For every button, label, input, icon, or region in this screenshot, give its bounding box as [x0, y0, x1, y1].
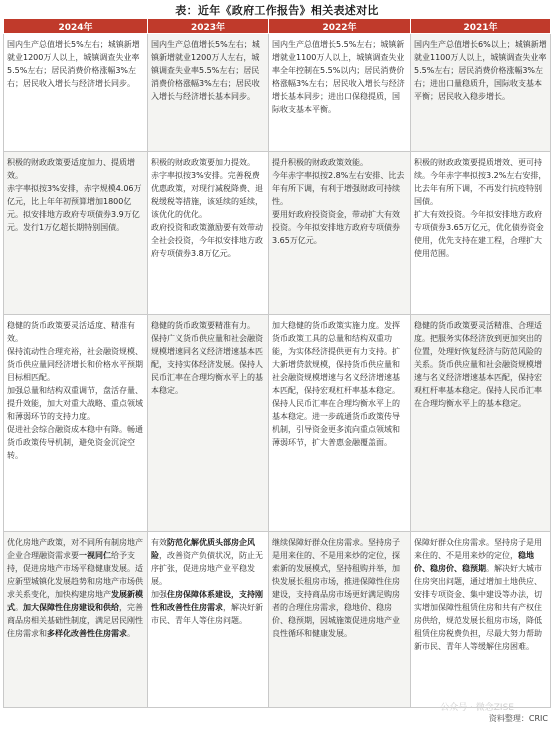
cell-fiscal-2023 — [148, 151, 269, 314]
header-2021: 2021年 — [411, 19, 551, 34]
text-run: 。解决好大城市住房突出问题，通过增加土地供应、安排专项资金、集中建设等办法，切实增加保障性租赁住房和共有产权住房供给，规范发展长租房市场，降低租赁住房税费负担，尽最大努力帮助新市民、青年人等缓解住房困难。 — [414, 563, 542, 651]
cell-paragraph — [151, 536, 265, 588]
cell-paragraph — [414, 156, 547, 208]
text-run: 加大稳健的货币政策实施力度。发挥货币政策工具的总量和结构双重功能，为实体经济提供更有力支持。扩大新增贷款规模，保持货币供应量和社会融资规模增速与名义经济增速基本匹配，保持宏观杠杆率基本稳定。保持人民币汇率在合理均衡水平上的基本稳定。进一步疏通货币政策传导机制，引导资金更多流向重点领域和薄弱环节，扩大普惠金融覆盖面。 — [272, 320, 400, 447]
text-run: 要用好政府投资资金，带动扩大有效投资。今年拟安排地方政府专项债券3.65万亿元。 — [272, 209, 400, 245]
text-run: 扩大有效投资。今年拟安排地方政府专项债券3.65万亿元，优化债券资金使用，优先支持在建工程，合理扩大使用范围。 — [414, 209, 544, 258]
cell-monetary-2024 — [4, 314, 148, 531]
cell-paragraph — [7, 156, 144, 182]
cell-targets-2023 — [148, 34, 269, 152]
bold-text-run: 加大保障性住房建设和供给 — [23, 602, 119, 612]
cell-targets-2022 — [269, 34, 411, 152]
bold-text-run: 住房保障体系建设，支持刚性和改善性住房需求 — [151, 589, 263, 612]
cell-paragraph — [272, 156, 407, 169]
text-run: 。 — [127, 628, 135, 638]
text-run: 稳健的货币政策要精准有力。 — [151, 320, 255, 330]
row-fiscal-policy — [4, 151, 551, 314]
text-run: 积极的财政政策要加力提效。 — [151, 157, 255, 167]
text-run: 稳健的货币政策要灵活适度、精准有效。 — [7, 320, 135, 343]
text-run: 保持流动性合理充裕，社会融资规模、货币供应量同经济增长和价格水平预期目标相匹配。 — [7, 346, 143, 382]
cell-paragraph — [151, 221, 265, 260]
cell-monetary-2021 — [411, 314, 551, 531]
cell-monetary-2023 — [148, 314, 269, 531]
text-run: 积极的财政政策要提质增效、更可持续。今年赤字率拟按3.2%左右安排，比去年有所下调，不再发行抗疫特别国债。 — [414, 157, 547, 206]
text-run: 今年赤字率拟按2.8%左右安排、比去年有所下调，有利于增强财政可持续性。 — [272, 170, 405, 206]
cell-paragraph — [7, 536, 144, 640]
text-run: ，完善商品房相关基础性制度，满足居民刚性住房需求和 — [7, 602, 143, 638]
text-run: 国内生产总值增长6%以上；城镇新增就业1100万人以上，城镇调查失业率5.5%左右；居民消费价格涨幅3%左右；进出口量稳质升，国际收支基本平衡；居民收入稳步增长。 — [414, 40, 547, 101]
cell-paragraph — [272, 38, 407, 116]
cell-targets-2021 — [411, 34, 551, 152]
cell-monetary-2022 — [269, 314, 411, 531]
cell-paragraph — [151, 169, 265, 221]
cell-paragraph — [151, 588, 265, 627]
cell-paragraph — [7, 38, 144, 90]
bold-text-run: 一视同仁 — [79, 550, 111, 560]
bold-text-run: 稳地价、稳房价、稳预期 — [414, 550, 534, 573]
cell-paragraph — [151, 319, 265, 332]
cell-paragraph — [414, 208, 547, 260]
text-run: 。 — [15, 602, 23, 612]
text-run: 有效 — [151, 537, 167, 547]
cell-paragraph — [151, 332, 265, 397]
cell-paragraph — [272, 208, 407, 247]
text-run: 保障好群众住房需求。坚持房子是用来住的、不是用来炒的定位， — [414, 537, 542, 560]
text-run: 政府投资和政策激励要有效带动全社会投资，今年拟安排地方政府专项债券3.8万亿元。 — [151, 222, 263, 258]
watermark: 公众号 · 微念ZISE — [440, 703, 514, 713]
text-run: 促进社会综合融资成本稳中有降。畅通货币政策传导机制，避免资金沉淀空转。 — [7, 424, 143, 460]
cell-paragraph — [7, 182, 144, 234]
cell-paragraph — [272, 169, 407, 208]
cell-housing-2022 — [269, 531, 411, 707]
cell-paragraph — [7, 345, 144, 384]
text-run: 赤字率拟按3%安排。完善税费优惠政策，对现行减税降费、退税缓税等措施，该延续的延续，该优化的优化。 — [151, 170, 263, 219]
table-title: 表：近年《政府工作报告》相关表述对比 — [175, 4, 379, 17]
comparison-table — [3, 18, 551, 708]
text-run: 给予支持，促进房地产市场平稳健康发展。适应新型城镇化发展趋势和房地产市场供求关系变化，加快构建房地产 — [7, 550, 143, 599]
cell-paragraph — [414, 38, 547, 103]
row-economic-targets — [4, 34, 551, 152]
text-run: 继续保障好群众住房需求。坚持房子是用来住的、不是用来炒的定位，探索新的发展模式，坚持租购并举，加快发展长租房市场，推进保障性住房建设，支持商品房市场更好满足购房者的合理住房需求，稳地价、稳房价、稳预期，因城施策促进房地产业良性循环和健康发展。 — [272, 537, 400, 638]
text-run: 加强总量和结构双重调节，盘活存量、提升效能，加大对重大战略、重点领域和薄弱环节的支持力度。 — [7, 385, 143, 421]
cell-housing-2021 — [411, 531, 551, 707]
cell-housing-2023 — [148, 531, 269, 707]
header-2024: 2024年 — [4, 19, 148, 34]
text-run: 赤字率拟按3%安排，赤字规模4.06万亿元，比上年年初预算增加1800亿元。拟安排地方政府专项债券3.9万亿元。发行1万亿超长期特别国债。 — [7, 183, 142, 232]
source-note: 资料整理：CRIC — [488, 714, 548, 723]
header-2023: 2023年 — [148, 19, 269, 34]
text-run: ，解决好新市民、青年人等住房问题。 — [151, 602, 263, 625]
cell-paragraph — [7, 423, 144, 462]
cell-paragraph — [151, 38, 265, 103]
text-run: 国内生产总值增长5%左右；城镇新增就业1200万人以上，城镇调查失业率5.5%左右；居民消费价格涨幅3%左右；居民收入增长与经济增长同步。 — [7, 40, 140, 88]
cell-paragraph — [7, 319, 144, 345]
header-row — [4, 19, 551, 34]
cell-fiscal-2021 — [411, 151, 551, 314]
header-2022: 2022年 — [269, 19, 411, 34]
text-run: 国内生产总值增长5%左右；城镇新增就业1200万人左右，城镇调查失业率5.5%左右；居民消费价格涨幅3%左右；居民收入增长与经济增长基本同步。 — [151, 40, 260, 101]
text-run: 优化房地产政策，对不同所有制房地产企业合理融资需求要 — [7, 537, 143, 560]
text-run: 保持广义货币供应量和社会融资规模增速同名义经济增速基本匹配，支持实体经济发展。保持人民币汇率在合理均衡水平上的基本稳定。 — [151, 333, 263, 395]
cell-fiscal-2022 — [269, 151, 411, 314]
cell-paragraph — [272, 536, 407, 640]
cell-paragraph — [414, 536, 547, 653]
bold-text-run: 多样化改善性住房需求 — [47, 628, 127, 638]
cell-paragraph — [272, 319, 407, 449]
bold-text-run: 发展新模式 — [7, 589, 143, 612]
text-run: 积极的财政政策要适度加力、提质增效。 — [7, 157, 135, 180]
text-run: 国内生产总值增长5.5%左右；城镇新增就业1100万人以上，城镇调查失业率全年控制在5.5%以内；居民消费价格涨幅3%左右；居民收入增长与经济增长基本同步；进出口保稳提质，国际收支基本平衡。 — [272, 40, 405, 114]
bold-text-run: 防范化解优质头部房企风险 — [151, 537, 255, 560]
cell-fiscal-2024 — [4, 151, 148, 314]
text-run: ，改善资产负债状况，防止无序扩张，促进房地产业平稳发展。 — [151, 550, 263, 586]
text-run: 稳健的货币政策要灵活精准、合理适度。把服务实体经济放到更加突出的位置，处理好恢复经济与防范风险的关系。货币供应量和社会融资规模增速与名义经济增速基本匹配，保持宏观杠杆率基本稳定。保持人民币汇率在合理均衡水平上的基本稳定。 — [414, 320, 542, 408]
text-run: 加强 — [151, 589, 167, 599]
cell-targets-2024 — [4, 34, 148, 152]
row-monetary-policy — [4, 314, 551, 531]
text-run: 提升积极的财政政策效能。 — [272, 157, 368, 167]
cell-housing-2024 — [4, 531, 148, 707]
cell-paragraph — [151, 156, 265, 169]
cell-paragraph — [414, 319, 547, 410]
row-housing-policy — [4, 531, 551, 707]
cell-paragraph — [7, 384, 144, 423]
